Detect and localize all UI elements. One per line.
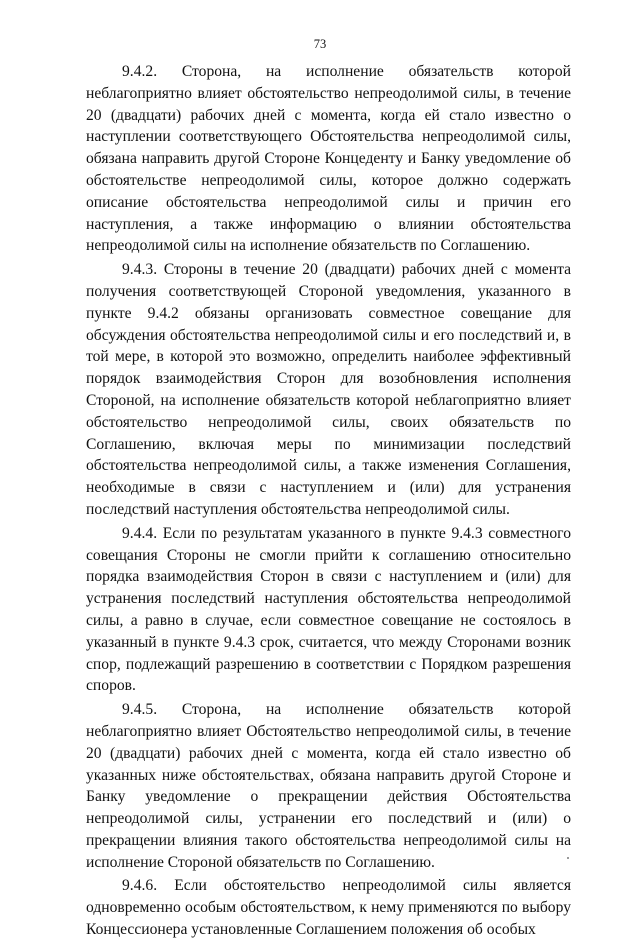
clause-9-4-6: 9.4.6. Если обстоятельство непреодолимой силы является одновременно особым обстоятельством, к нему применяются по выбору Концессионера установленные Соглашением положения об особых: [86, 877, 571, 939]
scan-artifact-dot: [567, 857, 569, 859]
clause-9-4-2: 9.4.2. Сторона, на исполнение обязательств которой неблагоприятно влияет обстоятельство непреодолимой силы, в течение 20 (двадцати) рабочих дней с момента, когда ей стало известно о наступлении соответствующего Обстоятельства непреодолимой силы, обязана направить другой Стороне Концеденту и Банку уведомление об обстоятельстве непреодолимой силы, которое должно содержать описание обстоятельства непреодолимой силы и причин его наступления, а также информацию о влиянии обстоятельства непреодолимой силы на исполнение обязательств по Соглашению.: [86, 63, 571, 255]
clause-9-4-3: 9.4.3. Стороны в течение 20 (двадцати) рабочих дней с момента получения соответствующей Стороной уведомления, указанного в пункте 9.4.2 обязаны организовать совместное совещание для обсуждения обстоятельства непреодолимой силы и его последствий и, в той мере, в которой это возможно, определить наиболее эффективный порядок взаимодействия Сторон для возобновления исполнения Стороной, на исполнение обязательств которой неблагоприятно влияет обстоятельство непреодолимой силы, своих обязательств по Соглашению, включая меры по минимизации последствий обстоятельства непреодолимой силы, а также изменения Соглашения, необходимые в связи с наступлением и (или) для устранения последствий наступления обстоятельства непреодолимой силы.: [86, 261, 571, 518]
clause-9-4-5: 9.4.5. Сторона, на исполнение обязательств которой неблагоприятно влияет Обстоятельство непреодолимой силы, в течение 20 (двадцати) рабочих дней с момента, когда ей стало известно об указанных ниже обстоятельствах, обязана направить другой Стороне и Банку уведомление о прекращении действия Обстоятельства непреодолимой силы, устранении его последствий и (или) о прекращении влияния такого обстоятельства непреодолимой силы на исполнение Стороной обязательств по Соглашению.: [86, 701, 571, 871]
page-number: 73: [313, 37, 327, 51]
page-body: [86, 61, 571, 943]
clause-9-4-4: 9.4.4. Если по результатам указанного в пункте 9.4.3 совместного совещания Стороны не смогли прийти к соглашению относительно порядка взаимодействия Сторон в связи с наступлением и (или) для устранения последствий наступления обстоятельства непреодолимой силы, а равно в случае, если совместное совещание не состоялось в указанный в пункте 9.4.3 срок, считается, что между Сторонами возник спор, подлежащий разрешению в соответствии с Порядком разрешения споров.: [86, 524, 571, 695]
